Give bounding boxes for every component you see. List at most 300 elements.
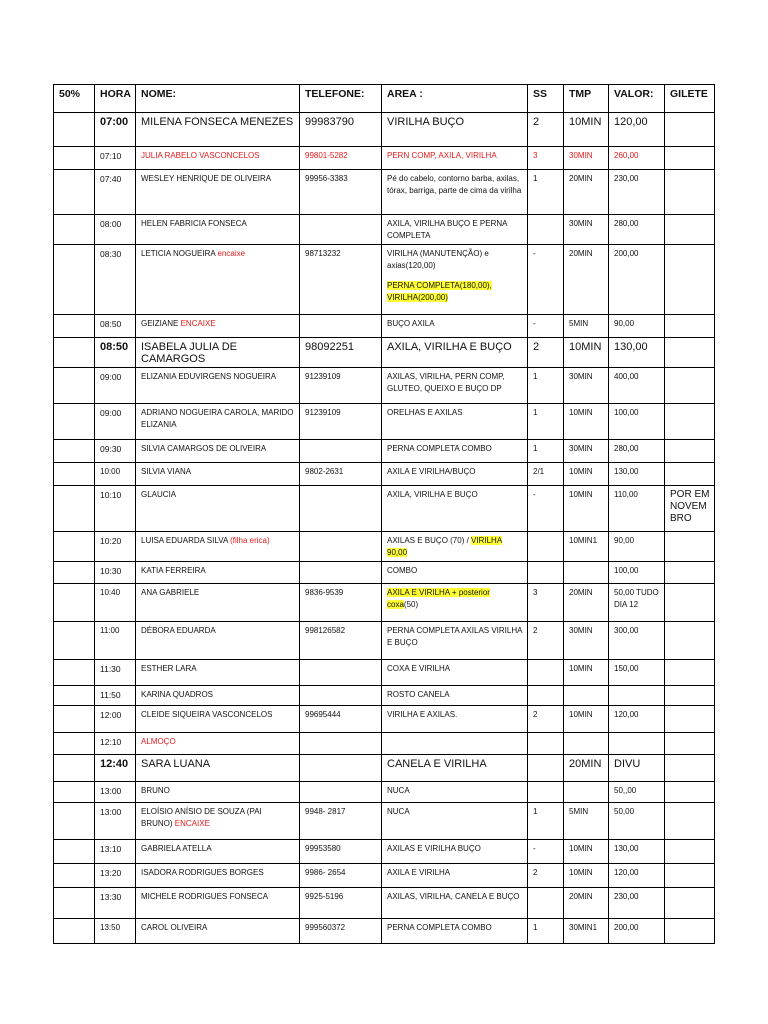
gilete-cell	[665, 888, 715, 919]
ss-cell	[528, 782, 564, 803]
nome-cell	[136, 660, 300, 686]
hora-cell: 08:30	[95, 245, 136, 315]
gilete-cell	[665, 463, 715, 486]
nome-cell	[136, 584, 300, 622]
tmp-cell	[564, 782, 609, 803]
area-text: PERNA COMPLETA COMBO	[387, 923, 492, 932]
nome-cell	[136, 919, 300, 944]
table-row	[54, 338, 715, 368]
tmp-cell	[564, 686, 609, 706]
tmp-cell: 10MIN	[564, 338, 609, 368]
nome-text: GABRIELA ATELLA	[141, 844, 212, 853]
ss-cell: -	[528, 315, 564, 338]
table-row	[54, 840, 715, 864]
area-text: PERNA COMPLETA AXILAS VIRILHA E BUÇO	[387, 626, 523, 647]
nome-cell	[136, 755, 300, 782]
nome-cell	[136, 840, 300, 864]
hora-cell: 07:00	[95, 113, 136, 147]
table-row	[54, 440, 715, 463]
nome-cell	[136, 170, 300, 215]
valor-cell: 110,00	[609, 486, 665, 532]
area-text: AXILAS E VIRILHA BUÇO	[387, 844, 481, 853]
table-row	[54, 755, 715, 782]
telefone-cell: 98713232	[300, 245, 382, 315]
area-suffix: (50)	[403, 600, 419, 609]
nome-text: ELIZANIA EDUVIRGENS NOGUEIRA	[141, 372, 277, 381]
hora-cell: 08:50	[95, 315, 136, 338]
nome-cell	[136, 404, 300, 440]
nome-cell	[136, 706, 300, 733]
nome-text: WESLEY HENRIQUE DE OLIVEIRA	[141, 174, 272, 183]
area-text: VIRILHA (MANUTENÇÃO) e axias(120,00)	[387, 249, 489, 270]
telefone-cell: 9802-2631	[300, 463, 382, 486]
nome-cell	[136, 315, 300, 338]
hora-cell: 13:20	[95, 864, 136, 888]
tmp-cell: 10MIN	[564, 463, 609, 486]
nome-text: ISADORA RODRIGUES BORGES	[141, 868, 264, 877]
gilete-cell	[665, 113, 715, 147]
tmp-cell: 30MIN	[564, 215, 609, 245]
hora-cell: 08:00	[95, 215, 136, 245]
nome-text: GLAUCIA	[141, 490, 177, 499]
hora-cell: 07:40	[95, 170, 136, 215]
percent-cell	[54, 245, 95, 315]
nome-text: SARA LUANA	[141, 758, 211, 770]
valor-cell: 200,00	[609, 919, 665, 944]
tmp-cell: 30MIN	[564, 440, 609, 463]
table-row	[54, 170, 715, 215]
tmp-cell: 20MIN	[564, 888, 609, 919]
table-row	[54, 113, 715, 147]
ss-cell: 1	[528, 404, 564, 440]
nome-text: ESTHER LARA	[141, 664, 197, 673]
ss-cell	[528, 660, 564, 686]
percent-cell	[54, 919, 95, 944]
header-row	[54, 85, 715, 113]
header-area: AREA :	[382, 85, 528, 113]
hora-cell: 10:10	[95, 486, 136, 532]
nome-cell	[136, 733, 300, 755]
gilete-cell	[665, 368, 715, 404]
header-gilete: GILETE	[665, 85, 715, 113]
nome-text: SILVIA VIANA	[141, 467, 192, 476]
telefone-cell: 9836-9539	[300, 584, 382, 622]
area-cell	[382, 622, 528, 660]
percent-cell	[54, 113, 95, 147]
telefone-cell	[300, 486, 382, 532]
area-text: Pé do cabelo, contorno barba, axilas, tórax, barriga, parte de cima da virilha	[387, 174, 522, 195]
telefone-cell: 99983790	[300, 113, 382, 147]
gilete-cell	[665, 706, 715, 733]
tmp-cell: 10MIN	[564, 404, 609, 440]
area-text: BUÇO AXILA	[387, 319, 435, 328]
area-text: NUCA	[387, 786, 410, 795]
nome-text: ELOÍSIO ANÍSIO DE SOUZA (PAI BRUNO)	[141, 807, 262, 828]
tmp-cell: 30MIN1	[564, 919, 609, 944]
hora-cell: 13:00	[95, 803, 136, 840]
gilete-cell	[665, 840, 715, 864]
area-cell	[382, 733, 528, 755]
area-text: COXA E VIRILHA	[387, 664, 451, 673]
table-row	[54, 660, 715, 686]
valor-cell: 200,00	[609, 245, 665, 315]
ss-cell: 2/1	[528, 463, 564, 486]
tmp-cell: 10MIN	[564, 113, 609, 147]
valor-cell: 50,00	[609, 803, 665, 840]
gilete-cell	[665, 440, 715, 463]
tmp-cell: 30MIN	[564, 622, 609, 660]
tmp-cell: 10MIN	[564, 864, 609, 888]
area-cell	[382, 215, 528, 245]
area-cell	[382, 755, 528, 782]
table-row	[54, 215, 715, 245]
telefone-cell	[300, 532, 382, 562]
area-text: AXILA E VIRILHA/BUÇO	[387, 467, 476, 476]
area-cell	[382, 463, 528, 486]
nome-text: ISABELA JULIA DE CAMARGOS	[141, 341, 237, 365]
nome-text: LETICIA NOGUEIRA	[141, 249, 216, 258]
telefone-cell	[300, 660, 382, 686]
nome-cell	[136, 463, 300, 486]
telefone-cell: 91239109	[300, 404, 382, 440]
area-note-block	[387, 280, 523, 304]
percent-cell	[54, 315, 95, 338]
nome-cell	[136, 803, 300, 840]
table-row	[54, 706, 715, 733]
area-text: AXILA, VIRILHA E BUÇO	[387, 341, 512, 353]
table-row	[54, 315, 715, 338]
gilete-cell	[665, 733, 715, 755]
percent-cell	[54, 840, 95, 864]
tmp-cell: 10MIN	[564, 706, 609, 733]
nome-text: HELEN FABRICIA FONSECA	[141, 219, 247, 228]
ss-cell: -	[528, 486, 564, 532]
telefone-cell: 99801-5282	[300, 147, 382, 170]
percent-cell	[54, 532, 95, 562]
ss-cell: 1	[528, 440, 564, 463]
ss-cell: -	[528, 840, 564, 864]
table-row	[54, 147, 715, 170]
nome-cell	[136, 147, 300, 170]
telefone-cell	[300, 755, 382, 782]
valor-cell: 280,00	[609, 440, 665, 463]
nome-cell	[136, 245, 300, 315]
tmp-cell: 20MIN	[564, 170, 609, 215]
valor-cell: 130,00	[609, 463, 665, 486]
ss-cell	[528, 562, 564, 584]
percent-cell	[54, 660, 95, 686]
percent-cell	[54, 584, 95, 622]
nome-cell	[136, 113, 300, 147]
nome-text: KARINA QUADROS	[141, 690, 214, 699]
telefone-cell	[300, 686, 382, 706]
table-row	[54, 368, 715, 404]
ss-cell	[528, 686, 564, 706]
header-valor: VALOR:	[609, 85, 665, 113]
header-hora: HORA	[95, 85, 136, 113]
ss-cell	[528, 532, 564, 562]
gilete-cell	[665, 404, 715, 440]
ss-cell	[528, 215, 564, 245]
hora-cell: 12:00	[95, 706, 136, 733]
header-ss: SS	[528, 85, 564, 113]
area-text: CANELA E VIRILHA	[387, 758, 487, 770]
valor-cell: 260,00	[609, 147, 665, 170]
valor-cell: 100,00	[609, 562, 665, 584]
ss-cell: 2	[528, 113, 564, 147]
hora-cell: 10:40	[95, 584, 136, 622]
area-text: COMBO	[387, 566, 418, 575]
nome-cell	[136, 338, 300, 368]
gilete-cell	[665, 686, 715, 706]
tmp-cell: 5MIN	[564, 315, 609, 338]
schedule-table	[53, 84, 715, 944]
area-text: PERN COMP, AXILA, VIRILHA	[387, 151, 497, 160]
ss-cell: 2	[528, 706, 564, 733]
nome-text: KATIA FERREIRA	[141, 566, 206, 575]
nome-cell	[136, 782, 300, 803]
telefone-cell: 9948- 2817	[300, 803, 382, 840]
hora-cell: 11:00	[95, 622, 136, 660]
area-cell	[382, 706, 528, 733]
valor-cell: 230,00	[609, 170, 665, 215]
table-row	[54, 584, 715, 622]
telefone-cell: 999560372	[300, 919, 382, 944]
nome-note: encaixe	[217, 249, 246, 258]
nome-cell	[136, 215, 300, 245]
valor-cell: 50,,00	[609, 782, 665, 803]
percent-cell	[54, 215, 95, 245]
hora-cell: 11:30	[95, 660, 136, 686]
area-text: AXILAS, VIRILHA, PERN COMP, GLUTEO, QUEIXO E BUÇO DP	[387, 372, 505, 393]
nome-cell	[136, 562, 300, 584]
gilete-cell	[665, 622, 715, 660]
valor-cell: 120,00	[609, 864, 665, 888]
nome-cell	[136, 368, 300, 404]
header-tmp: TMP	[564, 85, 609, 113]
hora-cell: 11:50	[95, 686, 136, 706]
nome-text: DÉBORA EDUARDA	[141, 626, 216, 635]
gilete-cell	[665, 864, 715, 888]
valor-cell: 280,00	[609, 215, 665, 245]
valor-cell: 230,00	[609, 888, 665, 919]
table-row	[54, 463, 715, 486]
gilete-cell	[665, 782, 715, 803]
nome-text: CLEIDE SIQUEIRA VASCONCELOS	[141, 710, 273, 719]
nome-cell	[136, 888, 300, 919]
valor-cell: 90,00	[609, 532, 665, 562]
ss-cell: 1	[528, 368, 564, 404]
percent-cell	[54, 782, 95, 803]
nome-note: (filha erica)	[230, 536, 270, 545]
telefone-cell: 9925-5196	[300, 888, 382, 919]
hora-cell: 09:00	[95, 368, 136, 404]
nome-note: ENCAIXE	[180, 319, 216, 328]
valor-cell: DIVU	[609, 755, 665, 782]
ss-cell	[528, 755, 564, 782]
percent-cell	[54, 888, 95, 919]
gilete-cell	[665, 584, 715, 622]
percent-cell	[54, 440, 95, 463]
table-row	[54, 888, 715, 919]
valor-cell: 400,00	[609, 368, 665, 404]
area-cell	[382, 584, 528, 622]
percent-cell	[54, 733, 95, 755]
area-text: AXILAS, VIRILHA, CANELA E BUÇO	[387, 892, 520, 901]
percent-cell	[54, 706, 95, 733]
telefone-cell: 99956-3383	[300, 170, 382, 215]
percent-cell	[54, 368, 95, 404]
percent-cell	[54, 803, 95, 840]
tmp-cell: 20MIN	[564, 755, 609, 782]
table-row	[54, 622, 715, 660]
area-cell	[382, 245, 528, 315]
nome-text: LUISA EDUARDA SILVA	[141, 536, 228, 545]
area-text: VIRILHA E AXILAS.	[387, 710, 458, 719]
area-cell	[382, 368, 528, 404]
table-row	[54, 803, 715, 840]
table-row	[54, 782, 715, 803]
table-row	[54, 245, 715, 315]
valor-cell	[609, 733, 665, 755]
percent-cell	[54, 562, 95, 584]
nome-cell	[136, 486, 300, 532]
valor-cell: 300,00	[609, 622, 665, 660]
hora-cell: 08:50	[95, 338, 136, 368]
nome-note: ENCAIXE	[174, 819, 210, 828]
telefone-cell: 9986- 2654	[300, 864, 382, 888]
table-row	[54, 919, 715, 944]
valor-cell: 150,00	[609, 660, 665, 686]
nome-cell	[136, 686, 300, 706]
valor-cell: 120,00	[609, 706, 665, 733]
area-text: ORELHAS E AXILAS	[387, 408, 463, 417]
gilete-cell	[665, 170, 715, 215]
valor-cell: 90,00	[609, 315, 665, 338]
area-text: PERNA COMPLETA COMBO	[387, 444, 492, 453]
telefone-cell	[300, 782, 382, 803]
table-row	[54, 733, 715, 755]
area-highlight: VIRILHA 90,00	[387, 536, 503, 557]
percent-cell	[54, 463, 95, 486]
telefone-cell: 99695444	[300, 706, 382, 733]
area-cell	[382, 147, 528, 170]
hora-cell: 12:40	[95, 755, 136, 782]
area-cell	[382, 113, 528, 147]
gilete-cell	[665, 215, 715, 245]
header-nome: NOME:	[136, 85, 300, 113]
hora-cell: 13:50	[95, 919, 136, 944]
telefone-cell: 98092251	[300, 338, 382, 368]
percent-cell	[54, 170, 95, 215]
ss-cell: 2	[528, 864, 564, 888]
area-cell	[382, 404, 528, 440]
nome-text: MICHELE RODRIGUES FONSECA	[141, 892, 269, 901]
area-cell	[382, 532, 528, 562]
hora-cell: 09:30	[95, 440, 136, 463]
valor-cell: 120,00	[609, 113, 665, 147]
gilete-cell	[665, 919, 715, 944]
tmp-cell: 5MIN	[564, 803, 609, 840]
valor-cell: 50,00 TUDO DIA 12	[609, 584, 665, 622]
ss-cell: 2	[528, 622, 564, 660]
area-text: AXILA E VIRILHA	[387, 868, 451, 877]
hora-cell: 10:00	[95, 463, 136, 486]
nome-text: BRUNO	[141, 786, 170, 795]
hora-cell: 10:20	[95, 532, 136, 562]
area-text: AXILA, VIRILHA E BUÇO	[387, 490, 478, 499]
tmp-cell	[564, 562, 609, 584]
nome-text: ADRIANO NOGUEIRA CAROLA, MARIDO ELIZANIA	[141, 408, 294, 429]
tmp-cell: 30MIN	[564, 147, 609, 170]
table-row	[54, 532, 715, 562]
gilete-cell	[665, 147, 715, 170]
gilete-cell	[665, 338, 715, 368]
telefone-cell	[300, 562, 382, 584]
area-cell	[382, 170, 528, 215]
header-percent: 50%	[54, 85, 95, 113]
gilete-cell	[665, 315, 715, 338]
area-text: NUCA	[387, 807, 410, 816]
nome-cell	[136, 440, 300, 463]
hora-cell: 10:30	[95, 562, 136, 584]
area-cell	[382, 338, 528, 368]
nome-cell	[136, 622, 300, 660]
ss-cell: 1	[528, 919, 564, 944]
area-cell	[382, 562, 528, 584]
percent-cell	[54, 338, 95, 368]
area-cell	[382, 686, 528, 706]
valor-cell: 100,00	[609, 404, 665, 440]
schedule-body	[54, 85, 715, 944]
ss-cell: -	[528, 245, 564, 315]
area-cell	[382, 486, 528, 532]
telefone-cell	[300, 315, 382, 338]
hora-cell: 13:00	[95, 782, 136, 803]
percent-cell	[54, 404, 95, 440]
nome-text: GEIZIANE	[141, 319, 179, 328]
telefone-cell: 998126582	[300, 622, 382, 660]
tmp-cell: 30MIN	[564, 368, 609, 404]
valor-cell	[609, 686, 665, 706]
area-cell	[382, 919, 528, 944]
hora-cell: 12:10	[95, 733, 136, 755]
tmp-cell	[564, 733, 609, 755]
header-telefone: TELEFONE:	[300, 85, 382, 113]
tmp-cell: 10MIN	[564, 840, 609, 864]
tmp-cell: 10MIN1	[564, 532, 609, 562]
percent-cell	[54, 755, 95, 782]
table-row	[54, 686, 715, 706]
hora-cell: 07:10	[95, 147, 136, 170]
ss-cell	[528, 733, 564, 755]
tmp-cell: 10MIN	[564, 660, 609, 686]
valor-cell: 130,00	[609, 840, 665, 864]
nome-cell	[136, 532, 300, 562]
area-cell	[382, 803, 528, 840]
table-row	[54, 404, 715, 440]
table-row	[54, 562, 715, 584]
table-row	[54, 864, 715, 888]
percent-cell	[54, 486, 95, 532]
telefone-cell	[300, 440, 382, 463]
area-text: VIRILHA BUÇO	[387, 116, 465, 128]
gilete-cell	[665, 803, 715, 840]
ss-cell: 1	[528, 803, 564, 840]
gilete-cell	[665, 245, 715, 315]
area-cell	[382, 315, 528, 338]
area-text: AXILAS E BUÇO (70) /	[387, 536, 469, 545]
